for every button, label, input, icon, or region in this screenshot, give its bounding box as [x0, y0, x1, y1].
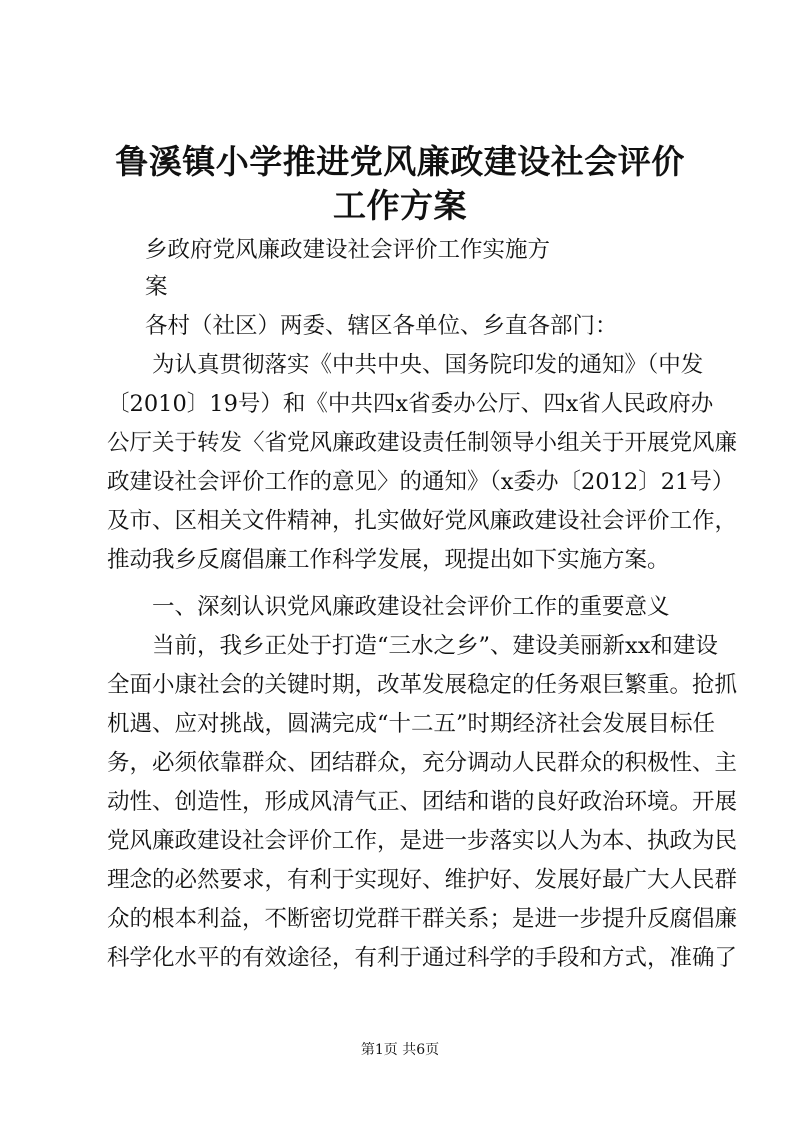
body-line: 动性、创造性，形成风清气正、团结和谐的良好政治环境。开展	[107, 789, 738, 815]
page-footer: 第1页 共6页	[360, 1042, 440, 1058]
section-heading: 一、深刻认识党风廉政建设社会评价工作的重要意义	[152, 594, 670, 620]
body-line: 〔2010〕19号）和《中共四x省委办公厅、四x省人民政府办	[107, 391, 714, 417]
body-line: 及市、区相关文件精神，扎实做好党风廉政建设社会评价工作，	[107, 508, 738, 534]
body-line: 政建设社会评价工作的意见〉的通知》（x委办〔2012〕21号）	[107, 469, 735, 495]
body-line: 党风廉政建设社会评价工作，是进一步落实以人为本、执政为民	[107, 828, 738, 854]
body-line: 机遇、应对挑战，圆满完成“十二五”时期经济社会发展目标任	[107, 711, 716, 737]
body-line: 众的根本利益，不断密切党群干群关系；是进一步提升反腐倡廉	[107, 906, 738, 932]
body-line: 科学化水平的有效途径，有利于通过科学的手段和方式，准确了	[107, 945, 738, 971]
body-line: 各村（社区）两委、辖区各单位、乡直各部门：	[145, 313, 618, 339]
body-line: 公厅关于转发〈省党风廉政建设责任制领导小组关于开展党风廉	[107, 430, 738, 456]
body-line: 推动我乡反腐倡廉工作科学发展，现提出如下实施方案。	[107, 547, 670, 573]
body-line: 乡政府党风廉政建设社会评价工作实施方	[145, 237, 551, 263]
body-line: 理念的必然要求，有利于实现好、维护好、发展好最广大人民群	[107, 867, 738, 893]
body-line: 为认真贯彻落实《中共中央、国务院印发的通知》（中发	[152, 352, 704, 378]
body-line: 当前，我乡正处于打造“三水之乡”、建设美丽新xx和建设	[152, 633, 718, 659]
document-title: 鲁溪镇小学推进党风廉政建设社会评价工作方案	[115, 142, 685, 225]
body-line: 全面小康社会的关键时期，改革发展稳定的任务艰巨繁重。抢抓	[107, 672, 738, 698]
body-line: 务，必须依靠群众、团结群众，充分调动人民群众的积极性、主	[107, 750, 738, 776]
body-line: 案	[145, 274, 168, 300]
